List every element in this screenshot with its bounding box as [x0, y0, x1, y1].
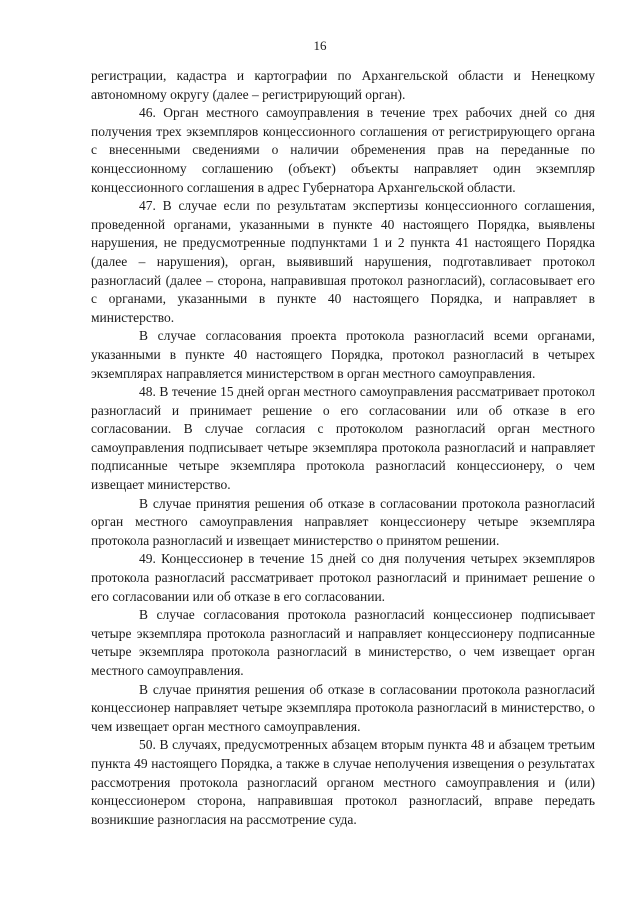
paragraph-item-48: 48. В течение 15 дней орган местного самоуправления рассматривает протокол разногласий и принимает решение о его согласовании или об отказе в его согласовании. В случае согласия с протоколом разногласий орган местного самоуправления подписывает четыре экземпляра протокола разногласий и направляет подписанные четыре экземпляра протокола разногласий концессионеру, о чем извещает министерство.	[91, 384, 595, 493]
paragraph-item-47: 47. В случае если по результатам экспертизы концессионного соглашения, проведенной органами, указанными в пункте 40 настоящего Порядка, выявлены нарушения, не предусмотренные подпунктами 1 и 2 пункта 41 настоящего Порядка (далее – нарушения), орган, выявивший нарушения, подготавливает протокол разногласий (далее – сторона, направившая протокол разногласий), согласовывает его с органами, указанными в пункте 40 настоящего Порядка, и направляет в министерство.	[91, 198, 595, 325]
paragraph-item-49: 49. Концессионер в течение 15 дней со дня получения четырех экземпляров протокола разногласий рассматривает протокол разногласий и принимает решение о его согласовании или об отказе в его согласовании.	[91, 551, 595, 604]
page-number: 16	[313, 38, 327, 53]
paragraph-48-refusal: В случае принятия решения об отказе в согласовании протокола разногласий орган местного самоуправления направляет концессионеру четыре экземпляра протокола разногласий и извещает министерство о принятом решении.	[91, 495, 595, 548]
paragraph-49-refusal: В случае принятия решения об отказе в согласовании протокола разногласий концессионер направляет четыре экземпляра протокола разногласий в министерство, о чем извещает орган местного самоуправления.	[91, 681, 595, 734]
paragraph-continuation: регистрации, кадастра и картографии по Архангельской области и Ненецкому автономному округу (далее – регистрирующий орган).	[91, 68, 595, 102]
document-body	[91, 67, 595, 829]
paragraph-49-agreement: В случае согласования протокола разногласий концессионер подписывает четыре экземпляра протокола разногласий и направляет концессионеру подписанные четыре экземпляра протокола разногласий в министерство, о чем извещает орган местного самоуправления.	[91, 607, 595, 678]
paragraph-item-46: 46. Орган местного самоуправления в течение трех рабочих дней со дня получения трех экземпляров концессионного соглашения от регистрирующего органа с внесенными сведениями о наличии обременения прав на переданные по концессионному соглашению (объект) объекты направляет один экземпляр концессионного соглашения в адрес Губернатора Архангельской области.	[91, 105, 595, 195]
paragraph-item-50: 50. В случаях, предусмотренных абзацем вторым пункта 48 и абзацем третьим пункта 49 настоящего Порядка, а также в случае неполучения извещения о результатах рассмотрения протокола разногласий органом местного самоуправления и (или) концессионером сторона, направившая протокол разногласий, вправе передать возникшие разногласия на рассмотрение суда.	[91, 737, 595, 827]
paragraph-47-agreement: В случае согласования проекта протокола разногласий всеми органами, указанными в пункте 40 настоящего Порядка, протокол разногласий в четырех экземплярах направляется министерством в орган местного самоуправления.	[91, 328, 595, 381]
